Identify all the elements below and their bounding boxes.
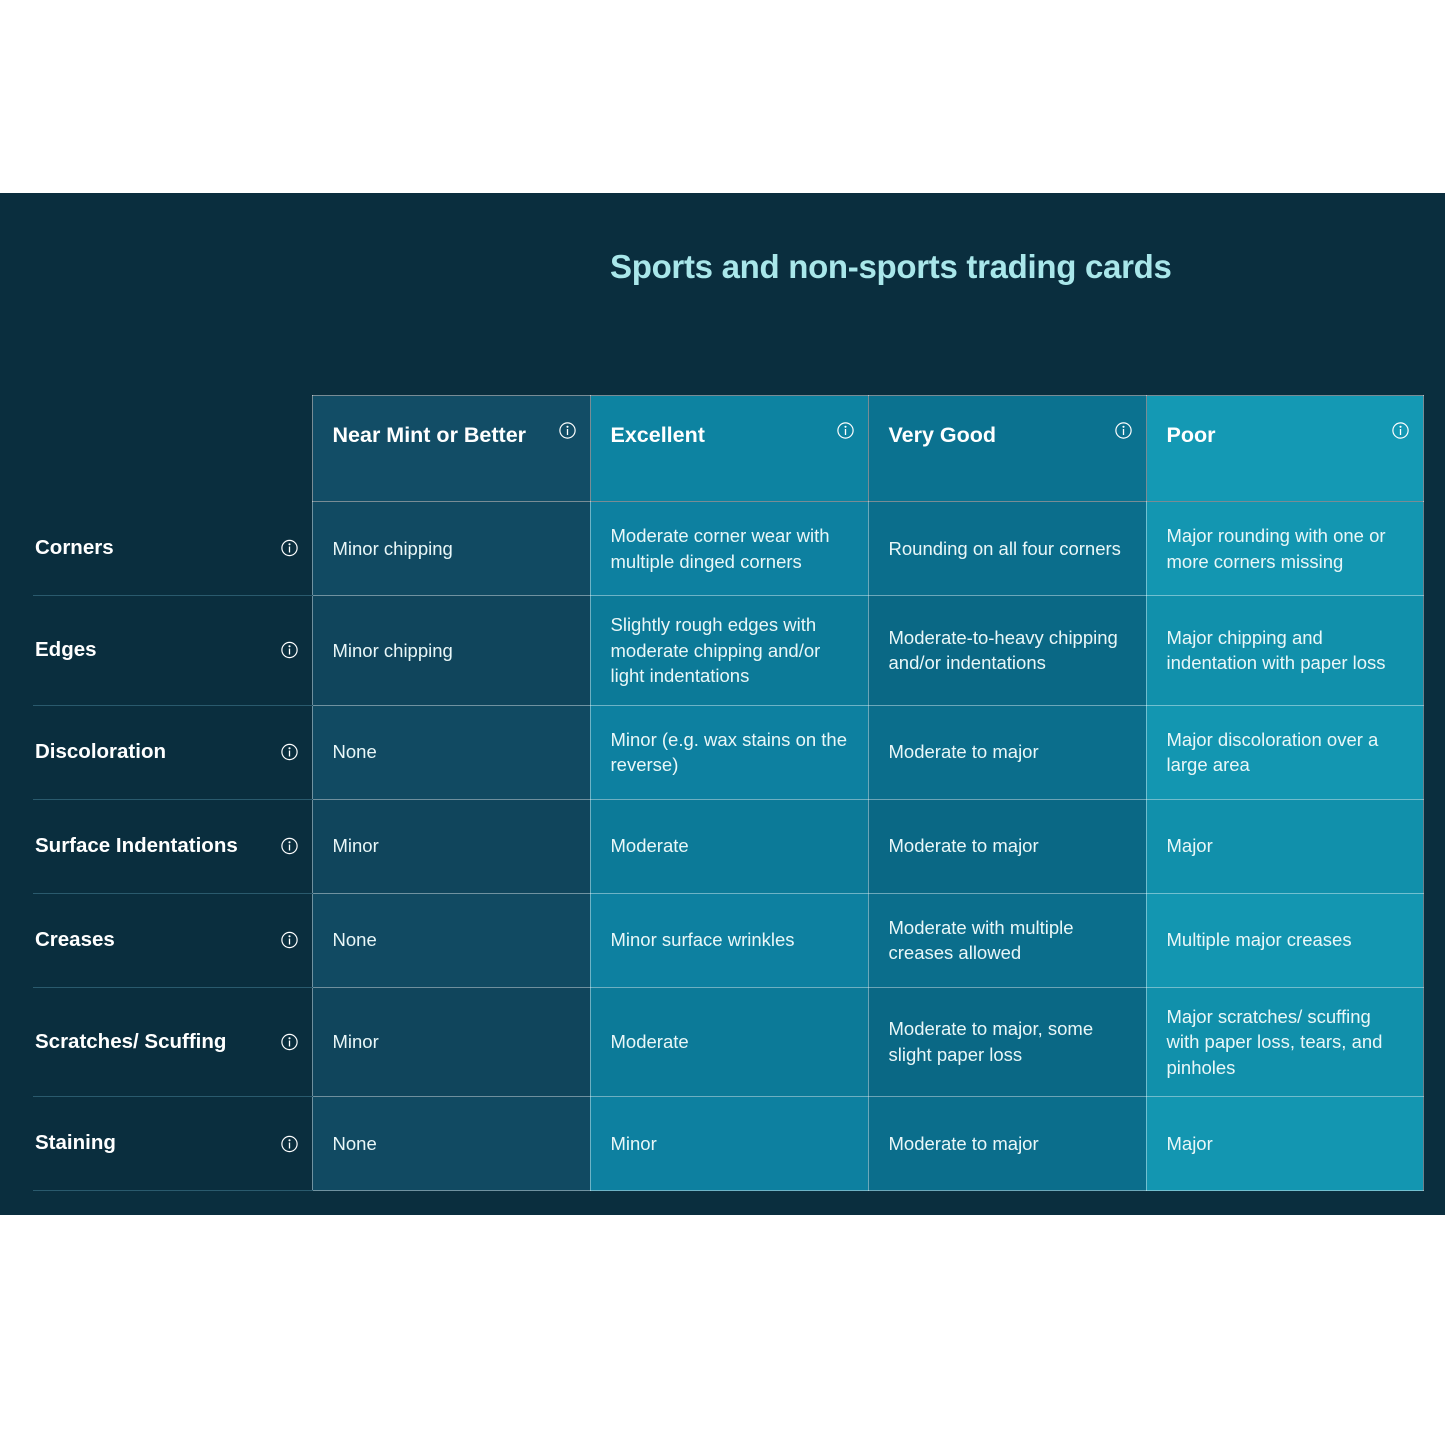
cell-scratches-very-good: Moderate to major, some slight paper loss [868, 987, 1146, 1097]
cell-staining-excellent: Minor [590, 1097, 868, 1191]
card-grading-table [33, 395, 1424, 1191]
cell-discoloration-excellent: Minor (e.g. wax stains on the reverse) [590, 705, 868, 799]
info-icon[interactable] [281, 932, 298, 949]
table-corner-cell [33, 396, 312, 502]
cell-corners-poor: Major rounding with one or more corners missing [1146, 502, 1423, 596]
cell-creases-excellent: Minor surface wrinkles [590, 893, 868, 987]
cell-discoloration-poor: Major discoloration over a large area [1146, 705, 1423, 799]
row-label-text: Surface Indentations [35, 833, 238, 857]
info-icon[interactable] [559, 422, 576, 439]
cell-surface-indentations-poor: Major [1146, 799, 1423, 893]
column-header-label: Poor [1166, 423, 1216, 447]
cell-corners-very-good: Rounding on all four corners [868, 502, 1146, 596]
cell-staining-near-mint: None [312, 1097, 590, 1191]
row-label-text: Creases [35, 927, 115, 951]
info-icon[interactable] [1115, 422, 1132, 439]
column-header-label: Very Good [888, 423, 997, 447]
row-label-corners [33, 502, 312, 596]
cell-scratches-near-mint: Minor [312, 987, 590, 1097]
table-header-row [33, 396, 1423, 502]
row-label-discoloration [33, 705, 312, 799]
info-icon[interactable] [281, 838, 298, 855]
info-icon[interactable] [837, 422, 854, 439]
row-label-text: Staining [35, 1131, 116, 1155]
row-label-scratches-scuffing [33, 987, 312, 1097]
row-label-text: Corners [35, 536, 114, 560]
row-label-text: Edges [35, 638, 97, 662]
table-row [33, 705, 1423, 799]
cell-surface-indentations-near-mint: Minor [312, 799, 590, 893]
cell-surface-indentations-very-good: Moderate to major [868, 799, 1146, 893]
cell-discoloration-very-good: Moderate to major [868, 705, 1146, 799]
info-icon[interactable] [281, 540, 298, 557]
column-header-near-mint[interactable] [312, 396, 590, 502]
table-row [33, 987, 1423, 1097]
info-icon[interactable] [281, 744, 298, 761]
cell-scratches-poor: Major scratches/ scuffing with paper loss, tears, and pinholes [1146, 987, 1423, 1097]
row-label-staining [33, 1097, 312, 1191]
column-header-excellent[interactable] [590, 396, 868, 502]
cell-corners-near-mint: Minor chipping [312, 502, 590, 596]
column-header-poor[interactable] [1146, 396, 1423, 502]
cell-surface-indentations-excellent: Moderate [590, 799, 868, 893]
table-row [33, 893, 1423, 987]
cell-discoloration-near-mint: None [312, 705, 590, 799]
row-label-surface-indentations [33, 799, 312, 893]
cell-edges-near-mint: Minor chipping [312, 596, 590, 706]
cell-creases-poor: Multiple major creases [1146, 893, 1423, 987]
row-label-text: Discoloration [35, 739, 166, 763]
cell-edges-poor: Major chipping and indentation with paper loss [1146, 596, 1423, 706]
table-row [33, 1097, 1423, 1191]
cell-edges-excellent: Slightly rough edges with moderate chipping and/or light indentations [590, 596, 868, 706]
cell-staining-poor: Major [1146, 1097, 1423, 1191]
info-icon[interactable] [281, 1033, 298, 1050]
row-label-edges [33, 596, 312, 706]
column-header-very-good[interactable] [868, 396, 1146, 502]
column-header-label: Excellent [610, 423, 705, 447]
info-icon[interactable] [1392, 422, 1409, 439]
info-icon[interactable] [281, 1135, 298, 1152]
cell-edges-very-good: Moderate-to-heavy chipping and/or indentations [868, 596, 1146, 706]
column-header-label: Near Mint or Better [332, 423, 527, 447]
row-label-creases [33, 893, 312, 987]
table-row [33, 799, 1423, 893]
table-row [33, 502, 1423, 596]
cell-staining-very-good: Moderate to major [868, 1097, 1146, 1191]
row-label-text: Scratches/ Scuffing [35, 1029, 227, 1053]
cell-creases-very-good: Moderate with multiple creases allowed [868, 893, 1146, 987]
cell-scratches-excellent: Moderate [590, 987, 868, 1097]
cell-corners-excellent: Moderate corner wear with multiple dinged corners [590, 502, 868, 596]
cell-creases-near-mint: None [312, 893, 590, 987]
info-icon[interactable] [281, 642, 298, 659]
table-row [33, 596, 1423, 706]
page-title: Sports and non-sports trading cards [610, 248, 1172, 285]
